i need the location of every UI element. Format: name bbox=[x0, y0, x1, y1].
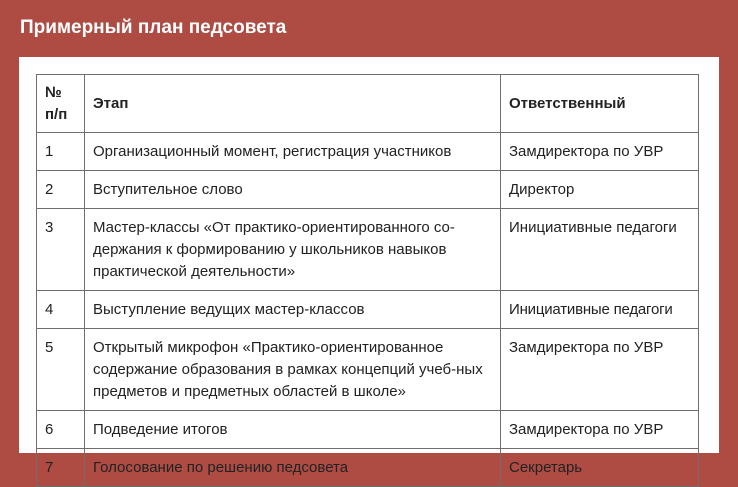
table-panel bbox=[19, 57, 719, 476]
page-title: Примерный план педсовета bbox=[20, 17, 287, 38]
plan-table bbox=[36, 74, 699, 487]
table-row bbox=[37, 291, 699, 329]
row-responsible: Замдиректора по УВР bbox=[501, 411, 699, 449]
table-row bbox=[37, 209, 699, 291]
row-stage: Голосование по решению педсовета bbox=[85, 449, 501, 487]
header-stage: Этап bbox=[85, 75, 501, 133]
table-row bbox=[37, 329, 699, 411]
header-num: № п/п bbox=[37, 75, 85, 133]
row-num: 7 bbox=[37, 449, 85, 487]
row-responsible: Секретарь bbox=[501, 449, 699, 487]
row-stage: Вступительное слово bbox=[85, 171, 501, 209]
row-stage: Организационный момент, регистрация участников bbox=[85, 133, 501, 171]
row-num: 3 bbox=[37, 209, 85, 291]
table-row bbox=[37, 411, 699, 449]
row-stage: Выступление ведущих мастер-классов bbox=[85, 291, 501, 329]
row-responsible: Замдиректора по УВР bbox=[501, 329, 699, 411]
row-responsible: Инициативные педагоги bbox=[501, 291, 699, 329]
row-num: 1 bbox=[37, 133, 85, 171]
table-row bbox=[37, 449, 699, 487]
row-stage: Открытый микрофон «Практико-ориентированное содержание образования в рамках концепций учеб-ных предметов и предметных областей в школе» bbox=[85, 329, 501, 411]
row-stage: Подведение итогов bbox=[85, 411, 501, 449]
row-responsible: Директор bbox=[501, 171, 699, 209]
row-num: 2 bbox=[37, 171, 85, 209]
row-responsible: Инициативные педагоги bbox=[501, 209, 699, 291]
row-responsible: Замдиректора по УВР bbox=[501, 133, 699, 171]
table-header-row bbox=[37, 75, 699, 133]
row-num: 5 bbox=[37, 329, 85, 411]
table-row bbox=[37, 133, 699, 171]
row-num: 4 bbox=[37, 291, 85, 329]
row-num: 6 bbox=[37, 411, 85, 449]
header-responsible: Ответственный bbox=[501, 75, 699, 133]
row-stage: Мастер-классы «От практико-ориентированного со-держания к формированию у школьников навыков практической деятельности» bbox=[85, 209, 501, 291]
table-row bbox=[37, 171, 699, 209]
